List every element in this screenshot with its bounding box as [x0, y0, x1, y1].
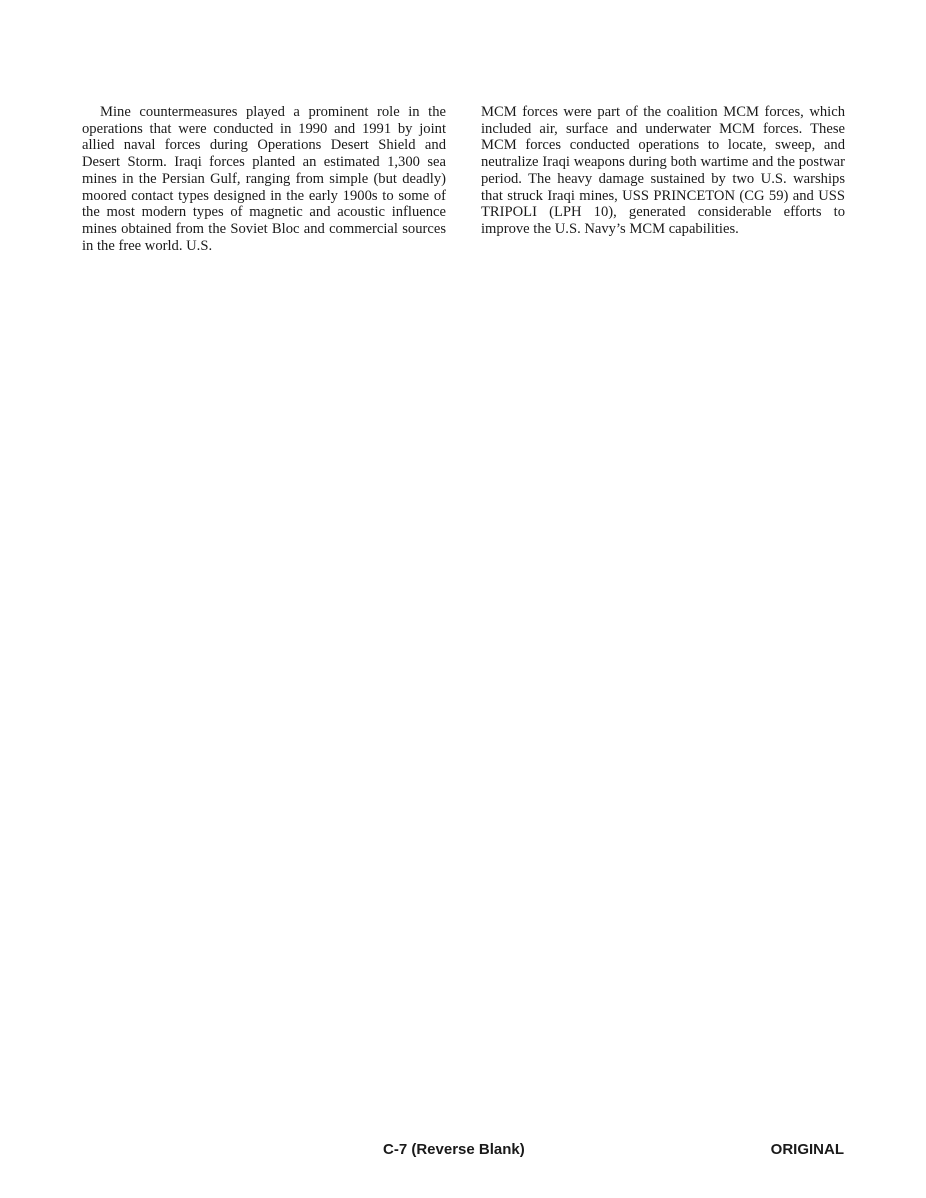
- page-number: C-7 (Reverse Blank): [383, 1141, 525, 1158]
- body-text-left-column: Mine countermeasures played a prominent role in the operations that were conducted in 1990 and 1991 by joint allied naval forces during Operations Desert Shield and Desert Storm. Iraqi forces planted an estimated 1,300 sea mines in the Persian Gulf, ranging from simple (but deadly) moored contact types designed in the early 1900s to some of the most modern types of magnetic and acoustic influence mines obtained from the Soviet Bloc and commercial sources in the free world. U.S.: [82, 104, 446, 254]
- revision-status: ORIGINAL: [770, 1141, 844, 1158]
- body-text-right-column: MCM forces were part of the coalition MCM forces, which included air, surface and underwater MCM forces. These MCM forces conducted operations to locate, sweep, and neutralize Iraqi weapons during both wartime and the postwar period. The heavy damage sustained by two U.S. warships that struck Iraqi mines, USS PRINCETON (CG 59) and USS TRIPOLI (LPH 10), generated considerable efforts to improve the U.S. Navy’s MCM capabilities.: [481, 104, 845, 237]
